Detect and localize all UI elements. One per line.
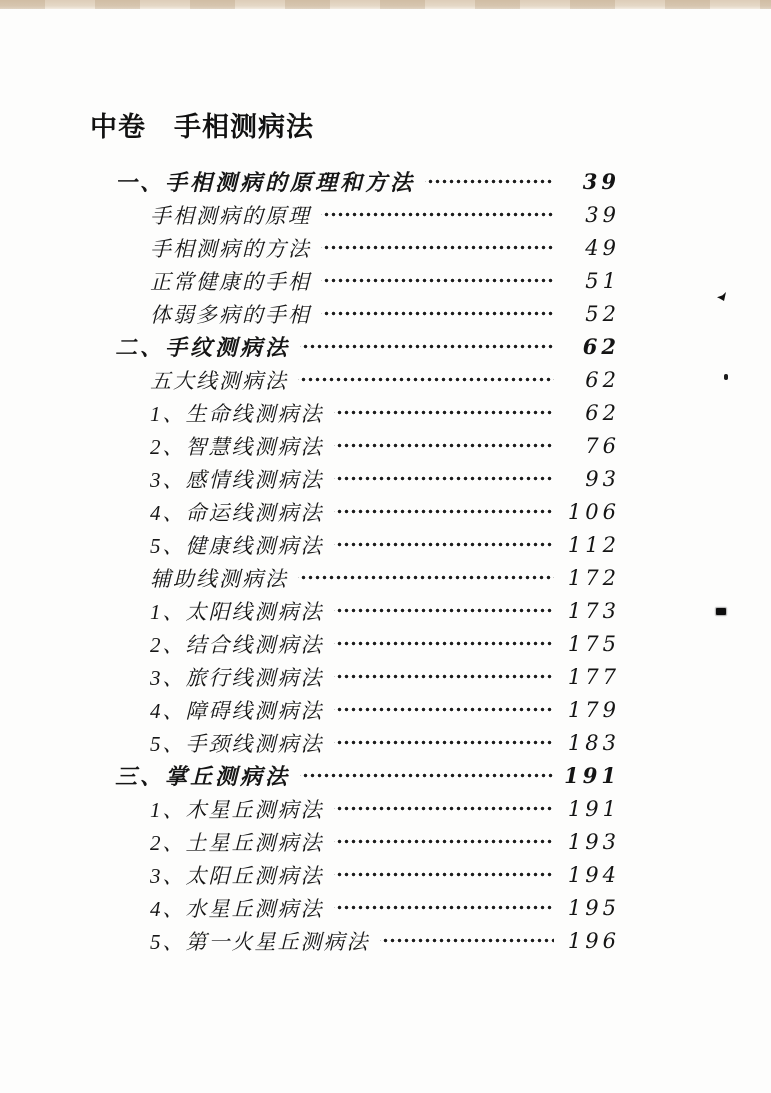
toc-entry (150, 231, 620, 264)
toc-entry-label: 手相测病的原理 (150, 203, 311, 228)
toc-entry (150, 528, 620, 561)
toc-entry (150, 198, 620, 231)
toc-content (90, 112, 620, 957)
toc-entry-label: 辅助线测病法 (150, 566, 288, 591)
toc-entry-label: 一、手相测病的原理和方法 (115, 170, 416, 195)
dot-leader (380, 924, 555, 957)
toc-entry-label: 手相测病的方法 (150, 236, 311, 261)
dot-leader (334, 495, 555, 528)
dot-leader (334, 429, 555, 462)
dot-leader (334, 693, 555, 726)
toc-entry (150, 726, 620, 759)
ink-speck-icon (724, 374, 728, 380)
toc-entry-label: 1、生命线测病法 (150, 401, 324, 426)
toc-entry-label: 3、感情线测病法 (150, 467, 324, 492)
ink-speck-icon (716, 608, 726, 615)
dot-leader (334, 891, 555, 924)
toc-entry-label: 2、结合线测病法 (150, 632, 324, 657)
toc-entry-label: 五大线测病法 (150, 368, 288, 393)
toc-entry-page: 195 (567, 895, 620, 920)
toc-entry-page: 179 (567, 697, 620, 722)
toc-entry-label: 三、掌丘测病法 (115, 764, 291, 789)
scan-edge-artifact-top (0, 0, 771, 9)
toc-entry-page: 172 (567, 565, 620, 590)
toc-entry (150, 792, 620, 825)
dot-leader (334, 792, 555, 825)
toc-entry (150, 693, 620, 726)
toc-entry-label: 4、命运线测病法 (150, 500, 324, 525)
toc-entry-page: 175 (567, 631, 620, 656)
dot-leader (298, 363, 554, 396)
toc-entry (150, 462, 620, 495)
toc-entry-page: 62 (582, 334, 620, 359)
toc-entry-label: 2、智慧线测病法 (150, 434, 324, 459)
toc-entry (150, 297, 620, 330)
dot-leader (321, 297, 554, 330)
toc-entry (150, 264, 620, 297)
toc-entry (150, 495, 620, 528)
toc-entry-label: 二、手纹测病法 (115, 335, 291, 360)
toc-entry-page: 62 (585, 367, 620, 392)
toc-entry-page: 52 (585, 301, 620, 326)
toc-entry (150, 891, 620, 924)
toc-entry-page: 191 (564, 763, 620, 788)
toc-entry-page: 76 (585, 433, 620, 458)
dot-leader (334, 627, 555, 660)
dot-leader (425, 165, 554, 198)
dot-leader (334, 528, 555, 561)
toc-entry-page: 93 (585, 466, 620, 491)
page-title: 中卷 手相测病法 (90, 112, 314, 142)
toc-entry-label: 体弱多病的手相 (150, 302, 311, 327)
toc-entry (150, 858, 620, 891)
dot-leader (334, 396, 555, 429)
dot-leader (298, 561, 554, 594)
dot-leader (334, 594, 555, 627)
dot-leader (334, 858, 555, 891)
toc-entry-label: 5、第一火星丘测病法 (150, 929, 370, 954)
toc-entry (150, 363, 620, 396)
toc-entry (150, 594, 620, 627)
toc-entry-label: 4、水星丘测病法 (150, 896, 324, 921)
toc-entry-page: 62 (585, 400, 620, 425)
toc-entry (115, 165, 620, 198)
toc-list (90, 165, 620, 957)
toc-entry-page: 49 (585, 235, 620, 260)
toc-entry-page: 112 (567, 532, 620, 557)
dot-leader (321, 231, 554, 264)
toc-entry (150, 561, 620, 594)
toc-entry (150, 627, 620, 660)
toc-entry (150, 660, 620, 693)
toc-entry-page: 183 (567, 730, 620, 755)
toc-entry-page: 194 (567, 862, 620, 887)
toc-entry-label: 4、障碍线测病法 (150, 698, 324, 723)
toc-entry-label: 3、太阳丘测病法 (150, 863, 324, 888)
toc-entry-label: 1、木星丘测病法 (150, 797, 324, 822)
toc-entry-label: 1、太阳线测病法 (150, 599, 324, 624)
toc-entry-label: 5、手颈线测病法 (150, 731, 324, 756)
dot-leader (300, 330, 554, 363)
toc-entry-page: 173 (567, 598, 620, 623)
toc-entry-page: 196 (567, 928, 620, 953)
toc-entry-page: 193 (567, 829, 620, 854)
toc-entry-label: 3、旅行线测病法 (150, 665, 324, 690)
toc-entry-label: 2、土星丘测病法 (150, 830, 324, 855)
dot-leader (334, 825, 555, 858)
toc-entry-page: 177 (567, 664, 620, 689)
dot-leader (321, 198, 554, 231)
toc-entry (150, 396, 620, 429)
toc-entry-page: 191 (567, 796, 620, 821)
toc-entry (150, 825, 620, 858)
toc-entry-page: 51 (585, 268, 620, 293)
dot-leader (321, 264, 554, 297)
dot-leader (334, 462, 555, 495)
dot-leader (300, 759, 554, 792)
dot-leader (334, 660, 555, 693)
ink-speck-icon (717, 292, 726, 301)
toc-entry-page: 39 (582, 169, 620, 194)
dot-leader (334, 726, 555, 759)
toc-entry-label: 正常健康的手相 (150, 269, 311, 294)
toc-entry (115, 759, 620, 792)
toc-entry (150, 429, 620, 462)
toc-entry (150, 924, 620, 957)
toc-entry (115, 330, 620, 363)
toc-entry-page: 106 (567, 499, 620, 524)
toc-entry-label: 5、健康线测病法 (150, 533, 324, 558)
toc-entry-page: 39 (585, 202, 620, 227)
